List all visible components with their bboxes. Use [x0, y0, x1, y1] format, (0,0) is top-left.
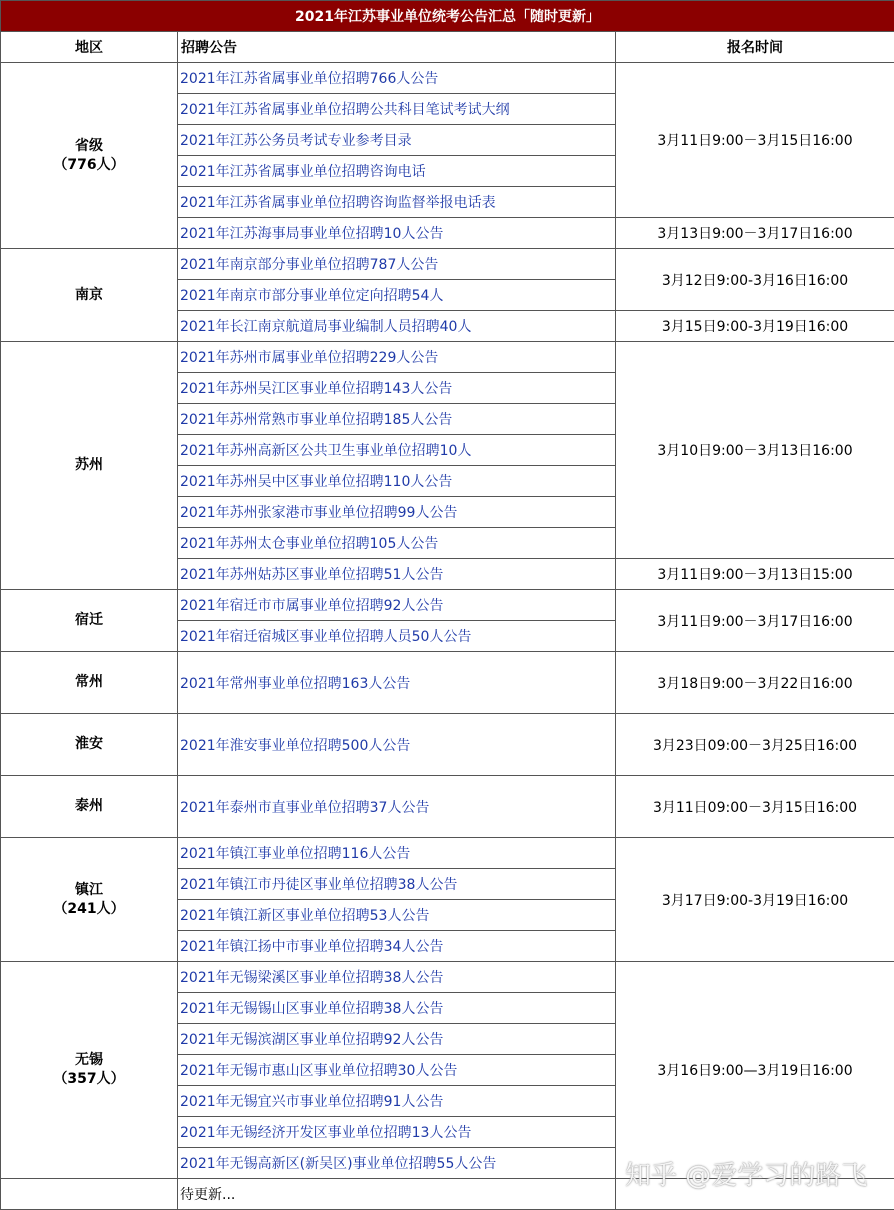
announcement-link[interactable]: 2021年宿迁宿城区事业单位招聘人员50人公告: [180, 629, 472, 645]
announcement-link[interactable]: 2021年苏州姑苏区事业单位招聘51人公告: [180, 567, 444, 583]
watermark: 知乎 @爱学习的路飞: [625, 1161, 868, 1191]
pending-region-cell: [1, 1179, 178, 1210]
date-cell: 3月18日9:00－3月22日16:00: [616, 652, 894, 714]
announcement-link[interactable]: 2021年镇江市丹徒区事业单位招聘38人公告: [180, 877, 458, 893]
announcement-link[interactable]: 2021年南京市部分事业单位定向招聘54人: [180, 288, 444, 304]
date-cell: 3月17日9:00-3月19日16:00: [616, 838, 894, 962]
date-cell: 3月11日09:00－3月15日16:00: [616, 776, 894, 838]
region-cell: [1, 962, 178, 1179]
announcement-link[interactable]: 2021年镇江新区事业单位招聘53人公告: [180, 908, 430, 924]
header-date: 报名时间: [616, 32, 894, 63]
announcement-link[interactable]: 2021年无锡滨湖区事业单位招聘92人公告: [180, 1032, 444, 1048]
date-cell: 3月11日9:00－3月15日16:00: [616, 63, 894, 218]
region-name: 淮安: [75, 736, 103, 752]
region-cell: [1, 652, 178, 714]
announcement-link[interactable]: 2021年苏州太仓事业单位招聘105人公告: [180, 536, 439, 552]
announcement-link[interactable]: 2021年泰州市直事业单位招聘37人公告: [180, 799, 430, 816]
announcement-link[interactable]: 2021年江苏省属事业单位招聘公共科目笔试考试大纲: [180, 102, 510, 118]
announcement-link[interactable]: 2021年苏州张家港市事业单位招聘99人公告: [180, 505, 458, 521]
announcement-link[interactable]: 2021年无锡市惠山区事业单位招聘30人公告: [180, 1063, 458, 1079]
announcement-link[interactable]: 2021年苏州常熟市事业单位招聘185人公告: [180, 412, 453, 428]
announcement-link[interactable]: 2021年淮安事业单位招聘500人公告: [180, 737, 411, 754]
date-cell: 3月23日09:00－3月25日16:00: [616, 714, 894, 776]
announcement-link[interactable]: 2021年苏州吴江区事业单位招聘143人公告: [180, 381, 453, 397]
table-title: 2021年江苏事业单位统考公告汇总「随时更新」: [1, 1, 894, 32]
announcement-link[interactable]: 2021年苏州吴中区事业单位招聘110人公告: [180, 474, 453, 490]
date-cell: 3月11日9:00－3月13日15:00: [616, 559, 894, 590]
date-cell: 3月13日9:00－3月17日16:00: [616, 218, 894, 249]
announcement-link[interactable]: 2021年无锡锡山区事业单位招聘38人公告: [180, 1001, 444, 1017]
region-name: 镇江: [75, 881, 103, 898]
date-cell: 3月11日9:00－3月17日16:00: [616, 590, 894, 652]
region-name: 南京: [75, 286, 103, 303]
announcement-link[interactable]: 2021年南京部分事业单位招聘787人公告: [180, 257, 439, 273]
announcement-link[interactable]: 2021年无锡梁溪区事业单位招聘38人公告: [180, 970, 444, 986]
header-announcement: 招聘公告: [178, 32, 616, 63]
announcement-link[interactable]: 2021年江苏海事局事业单位招聘10人公告: [180, 226, 444, 242]
announcement-link[interactable]: 2021年常州事业单位招聘163人公告: [180, 675, 411, 692]
announcement-link[interactable]: 2021年江苏省属事业单位招聘咨询电话: [180, 164, 426, 180]
header-region: 地区: [1, 32, 178, 63]
region-name: 泰州: [75, 798, 103, 814]
region-cell: [1, 63, 178, 249]
region-name: 常州: [75, 674, 103, 690]
region-name: 苏州: [75, 457, 103, 473]
region-count: （776人）: [53, 156, 125, 173]
date-cell: 3月12日9:00-3月16日16:00: [616, 249, 894, 311]
region-name: 无锡: [75, 1052, 103, 1068]
announcement-link[interactable]: 2021年江苏省属事业单位招聘766人公告: [180, 71, 439, 87]
announcement-link[interactable]: 2021年江苏省属事业单位招聘咨询监督举报电话表: [180, 195, 496, 211]
region-cell: [1, 714, 178, 776]
announcement-link[interactable]: 2021年无锡高新区(新吴区)事业单位招聘55人公告: [180, 1156, 497, 1172]
region-cell: [1, 776, 178, 838]
region-count: （357人）: [53, 1071, 125, 1087]
date-cell: 3月10日9:00－3月13日16:00: [616, 342, 894, 559]
announcement-link[interactable]: 2021年镇江事业单位招聘116人公告: [180, 846, 411, 862]
announcement-link[interactable]: 2021年无锡宜兴市事业单位招聘91人公告: [180, 1094, 444, 1110]
announcement-link[interactable]: 2021年江苏公务员考试专业参考目录: [180, 133, 412, 149]
region-cell: [1, 342, 178, 590]
region-count: （241人）: [53, 900, 125, 917]
announcement-link[interactable]: 2021年长江南京航道局事业编制人员招聘40人: [180, 319, 472, 335]
region-name: 省级: [75, 137, 103, 154]
region-name: 宿迁: [75, 612, 103, 628]
announcement-link[interactable]: 2021年苏州市属事业单位招聘229人公告: [180, 350, 439, 366]
date-cell: 3月16日9:00—3月19日16:00: [616, 962, 894, 1179]
region-cell: [1, 590, 178, 652]
region-cell: [1, 249, 178, 342]
announcement-link[interactable]: 2021年苏州高新区公共卫生事业单位招聘10人: [180, 443, 472, 459]
announcement-link[interactable]: 2021年无锡经济开发区事业单位招聘13人公告: [180, 1125, 472, 1141]
announcement-link[interactable]: 2021年宿迁市市属事业单位招聘92人公告: [180, 598, 444, 614]
date-cell: 3月15日9:00-3月19日16:00: [616, 311, 894, 342]
announcement-link[interactable]: 2021年镇江扬中市事业单位招聘34人公告: [180, 939, 444, 955]
pending-text: 待更新...: [178, 1179, 616, 1210]
region-cell: [1, 838, 178, 962]
